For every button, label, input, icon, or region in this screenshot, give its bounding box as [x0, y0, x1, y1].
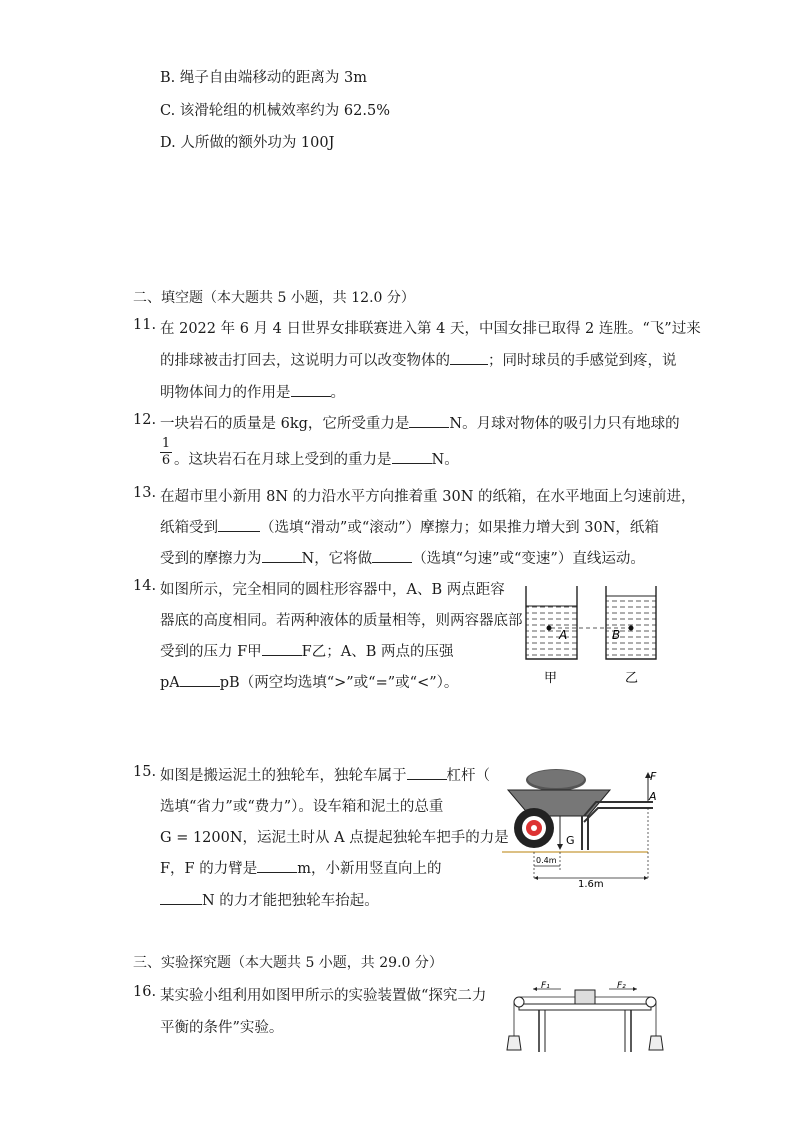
- right-weight: [649, 1036, 663, 1050]
- left-weight: [507, 1036, 521, 1050]
- q11-number: 11.: [133, 317, 157, 333]
- q13-line3-a: 受到的摩擦力为: [160, 551, 262, 567]
- container-jia: [526, 586, 577, 659]
- q16-line1: 某实验小组利用如图甲所示的实验装置做“探究二力: [160, 988, 487, 1004]
- label-f: F: [650, 770, 657, 783]
- q14-line4-a: pA: [160, 675, 180, 691]
- label-g: G: [566, 834, 575, 847]
- q13-line2-a: 纸箱受到: [160, 520, 218, 536]
- q16-apparatus-figure: [505, 980, 665, 1058]
- q12-line2-b: N。: [431, 452, 459, 468]
- q14-containers-figure: [515, 580, 665, 690]
- q14-line3-a: 受到的压力 F甲: [160, 644, 262, 660]
- answer-blank[interactable]: [409, 415, 449, 428]
- section-3-title: 三、实验探究题（本大题共 5 小题，共 29.0 分）: [133, 955, 443, 971]
- q16-line2: 平衡的条件”实验。: [160, 1020, 284, 1036]
- q11-line2: [160, 349, 677, 370]
- q15-line3: G = 1200N，运泥土时从 A 点提起独轮车把手的力是: [160, 830, 509, 846]
- q12-line1-a: 一块岩石的质量是 6kg，它所受重力是: [160, 416, 410, 432]
- fraction-denominator: 6: [161, 453, 171, 468]
- label-0-4m: 0.4m: [536, 856, 557, 865]
- q14-number: 14.: [133, 578, 157, 594]
- fraction-one-sixth: [160, 436, 172, 468]
- option-b: B. 绳子自由端移动的距离为 3m: [160, 70, 367, 86]
- right-pulley: [646, 997, 656, 1007]
- q15-line1-b: 杠杆（: [446, 768, 490, 784]
- label-b: B: [612, 628, 621, 642]
- label-1-6m: 1.6m: [578, 879, 604, 890]
- fraction-numerator: 1: [161, 436, 171, 451]
- q12-line2-a: 。这块岩石在月球上受到的重力是: [174, 452, 392, 468]
- q12-number: 12.: [133, 412, 157, 428]
- q14-line4: [160, 671, 458, 692]
- q11-line1: 在 2022 年 6 月 4 日世界女排联赛进入第 4 天，中国女排已取得 2 连胜。“飞”过来: [160, 321, 701, 337]
- q14-line3: [160, 640, 453, 661]
- q15-wheelbarrow-figure: [498, 762, 664, 890]
- q15-line4: [160, 857, 441, 878]
- answer-blank[interactable]: [262, 643, 302, 656]
- label-f1: F₁: [541, 981, 550, 991]
- q13-line1: 在超市里小新用 8N 的力沿水平方向推着重 30N 的纸箱，在水平地面上匀速前进，: [160, 489, 696, 505]
- answer-blank[interactable]: [392, 451, 432, 464]
- q11-line2-a: 的排球被击打回去，这说明力可以改变物体的: [160, 353, 450, 369]
- q15-number: 15.: [133, 764, 157, 780]
- q14-line4-b: pB（两空均选填“>”或“=”或“<”）。: [219, 675, 459, 691]
- q15-line2: 选填“省力”或“费力”）。设车箱和泥土的总重: [160, 799, 444, 815]
- q12-line1: [160, 412, 680, 433]
- q15-line5-b: N 的力才能把独轮车抬起。: [202, 893, 379, 909]
- table-top: [519, 1004, 651, 1010]
- answer-blank[interactable]: [262, 550, 302, 563]
- answer-blank[interactable]: [407, 767, 447, 780]
- q13-line2: [160, 516, 659, 537]
- point-b-dot: [629, 626, 634, 631]
- q11-line3-b: 。: [330, 385, 345, 401]
- q11-line3-a: 明物体间力的作用是: [160, 385, 291, 401]
- caption-yi: 乙: [625, 671, 639, 686]
- answer-blank[interactable]: [180, 674, 220, 687]
- label-point-a: A: [649, 790, 657, 803]
- q14-line2: 器底的高度相同。若两种液体的质量相等，则两容器底部: [160, 613, 523, 629]
- q13-number: 13.: [133, 485, 157, 501]
- label-f2: F₂: [617, 981, 626, 991]
- answer-blank[interactable]: [160, 892, 202, 905]
- q15-line4-b: m，小新用竖直向上的: [297, 861, 442, 877]
- section-2-title: 二、填空题（本大题共 5 小题，共 12.0 分）: [133, 290, 415, 306]
- q15-line1: [160, 764, 490, 785]
- q11-line2-b: ；同时球员的手感觉到疼，说: [488, 353, 677, 369]
- q12-line1-b: N。月球对物体的吸引力只有地球的: [449, 416, 680, 432]
- q13-line3: [160, 547, 645, 568]
- label-a: A: [559, 628, 568, 642]
- answer-blank[interactable]: [291, 384, 331, 397]
- answer-blank[interactable]: [450, 352, 488, 365]
- point-a-dot: [547, 626, 552, 631]
- q14-line1: 如图所示，完全相同的圆柱形容器中，A、B 两点距容: [160, 582, 505, 598]
- q13-line3-c: （选填“匀速”或“变速”）直线运动。: [412, 551, 645, 567]
- q14-line3-b: F乙；A、B 两点的压强: [301, 644, 454, 660]
- left-pulley: [514, 997, 524, 1007]
- q13-line3-b: N，它将做: [301, 551, 373, 567]
- wooden-block: [575, 990, 595, 1004]
- q16-number: 16.: [133, 984, 157, 1000]
- answer-blank[interactable]: [257, 860, 297, 873]
- q13-line2-b: （选填“滑动”或“滚动”）摩擦力；如果推力增大到 30N，纸箱: [260, 520, 659, 536]
- q15-line1-a: 如图是搬运泥土的独轮车，独轮车属于: [160, 768, 407, 784]
- caption-jia: 甲: [544, 671, 558, 686]
- q11-line3: [160, 381, 345, 402]
- q15-line4-a: F，F 的力臂是: [160, 861, 258, 877]
- answer-blank[interactable]: [372, 550, 412, 563]
- option-c: C. 该滑轮组的机械效率约为 62.5%: [160, 103, 390, 119]
- q15-line5: [160, 889, 379, 910]
- option-d: D. 人所做的额外功为 100J: [160, 135, 335, 151]
- q12-line2: [174, 448, 459, 469]
- answer-blank[interactable]: [218, 519, 260, 532]
- container-yi: [606, 586, 656, 659]
